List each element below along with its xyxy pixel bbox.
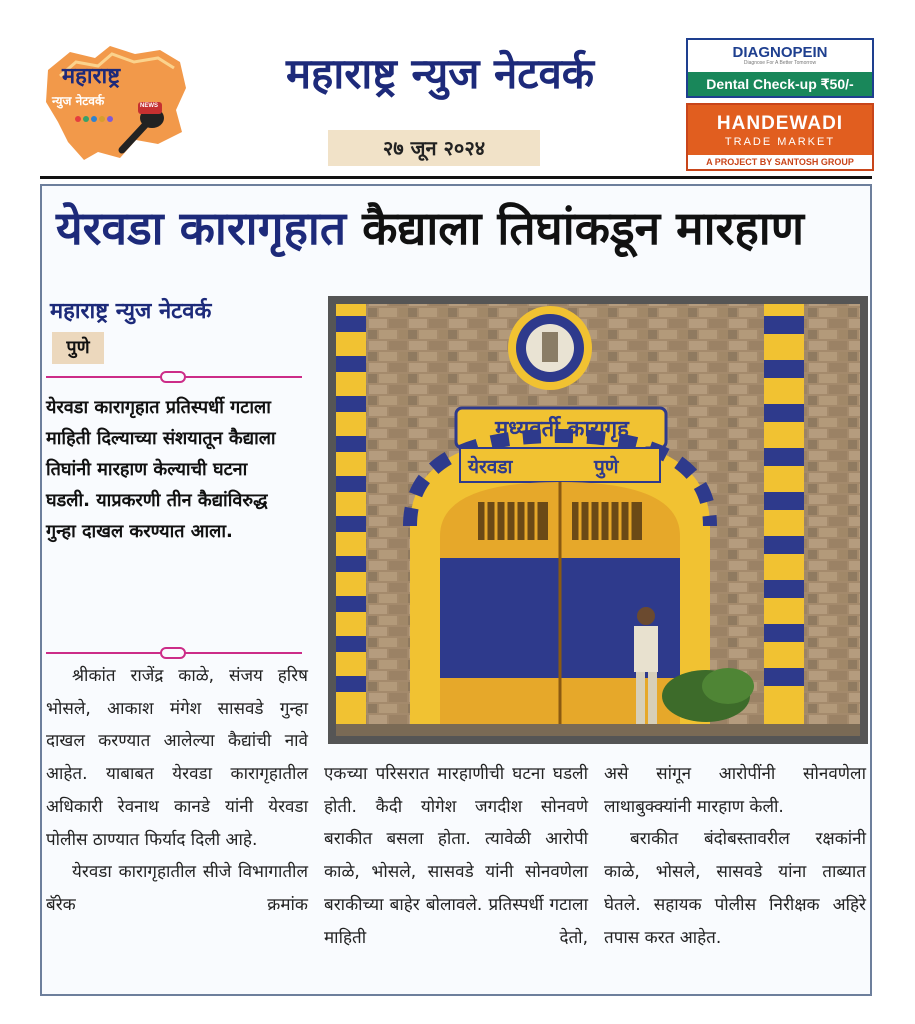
ad-offer: Dental Check-up ₹50/- <box>688 72 872 96</box>
jail-sign-right: पुणे <box>594 456 619 478</box>
mic-icon-label: NEWS <box>140 103 158 109</box>
dateline-place: पुणे <box>52 332 104 364</box>
issue-date: २७ जून २०२४ <box>328 130 540 166</box>
article-headline <box>56 196 864 258</box>
newspaper-logo <box>40 40 190 165</box>
body-paragraph: येरवडा कारागृहातील सीजे विभागातील बॅरेक क्रमांक <box>46 862 308 915</box>
jail-sign-top: मध्यवर्ती कारागृह <box>495 417 629 442</box>
ad-brand: HANDEWADI <box>716 113 844 134</box>
logo-title: महाराष्ट्र <box>62 64 121 89</box>
jail-gate-photo <box>328 296 868 744</box>
body-paragraph: असे सांगून आरोपींनी सोनवणेला लाथाबुक्क्यांनी मारहाण केली. <box>604 764 866 817</box>
article-summary: येरवडा कारागृहात प्रतिस्पर्धी गटाला माहिती दिल्याच्या संशयातून कैद्याला तिघांनी मारहाण केल्याची घटना घडली. याप्रकरणी तीन कैद्यांविरुद्ध गुन्हा दाखल करण्यात आला. <box>46 397 276 542</box>
logo-subtitle: न्युज नेटवर्क <box>52 94 105 108</box>
ad-brand: DIAGNOPEIN <box>732 44 828 61</box>
handewadi-ad[interactable] <box>686 103 874 171</box>
ad-strip: A PROJECT BY SANTOSH GROUP <box>688 155 872 169</box>
ad-tagline: Diagnose For A Better Tomorrow <box>743 60 817 66</box>
divider-ornament <box>160 371 186 383</box>
body-column-1 <box>46 660 308 922</box>
masthead-title: महाराष्ट्र न्युज नेटवर्क <box>285 49 595 98</box>
body-column-3 <box>604 758 866 954</box>
body-paragraph: एकच्या परिसरात मारहाणीची घटना घडली होती. कैदी योगेश जगदीश सोनवणे बराकीत बसला होता. त्यावेळी आरोपी काळे, भोसले, सासवडे यांनी सोनवणेला बराकीच्या बाहेर बोलावले. प्रतिस्पर्धी गटाला माहिती देतो, <box>324 764 588 948</box>
body-paragraph: बराकीत बंदोबस्तावरील रक्षकांनी काळे, भोसले, सासवडे यांना ताब्यात घेतले. सहायक पोलीस निरीक्षक अहिरे तपास करत आहेत. <box>604 829 866 948</box>
divider-ornament <box>160 647 186 659</box>
diagnopein-ad[interactable] <box>686 38 874 98</box>
body-column-2 <box>324 758 588 954</box>
body-paragraph: श्रीकांत राजेंद्र काळे, संजय हरिष भोसले, आकाश मंगेश सासवडे गुन्हा दाखल करण्यात आलेल्या कैद्यांची नावे आहेत. याबाबत येरवडा कारागृहातील अधिकारी रेवनाथ कानडे यांनी येरवडा पोलीस ठाण्यात फिर्याद दिली आहे. <box>46 666 308 850</box>
jail-sign-left: येरवडा <box>468 456 513 478</box>
headline-part-1: येरवडा कारागृहात <box>56 201 347 255</box>
headline-part-2: कैद्याला तिघांकडून मारहाण <box>362 201 804 255</box>
ad-subtitle: TRADE MARKET <box>724 136 836 148</box>
header-rule <box>40 176 872 179</box>
byline: महाराष्ट्र न्युज नेटवर्क <box>50 299 212 324</box>
